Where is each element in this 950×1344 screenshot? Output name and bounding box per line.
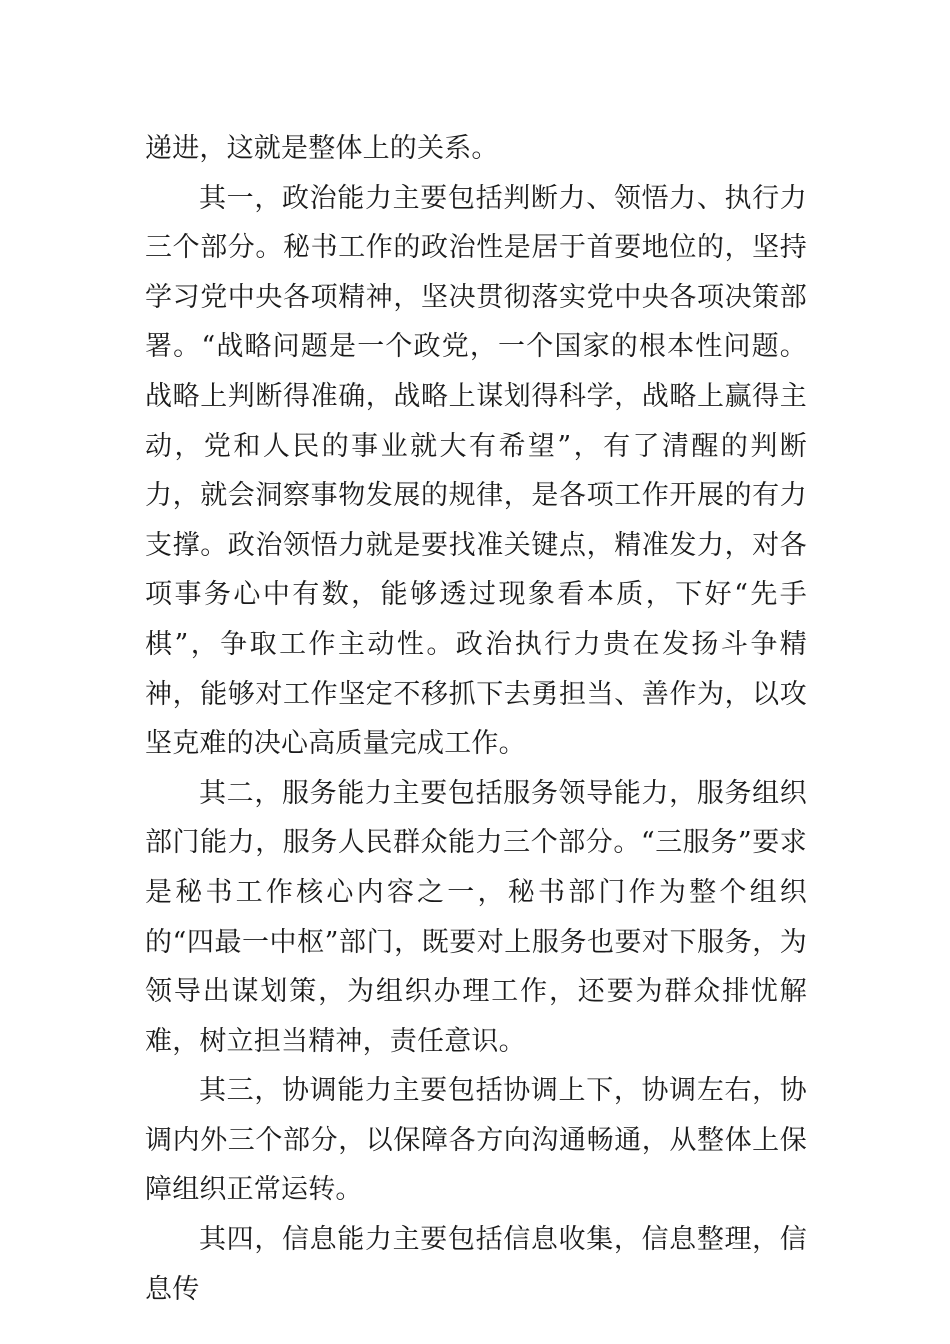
body-text — [145, 124, 807, 1314]
paragraph-information-ability: 其四，信息能力主要包括信息收集，信息整理，信息传 — [145, 1224, 807, 1305]
paragraph-service-ability: 其二，服务能力主要包括服务领导能力，服务组织部门能力，服务人民群众能力三个部分。“三服务”要求是秘书工作核心内容之一，秘书部门作为整个组织的“四最一中枢”部门，既要对上服务也要对下服务，为领导出谋划策，为组织办理工作，还要为群众排忧解难，树立担当精神，责任意识。 — [145, 777, 807, 1057]
paragraph-political-ability: 其一，政治能力主要包括判断力、领悟力、执行力三个部分。秘书工作的政治性是居于首要地位的，坚持学习党中央各项精神，坚决贯彻落实党中央各项决策部署。“战略问题是一个政党，一个国家的根本性问题。战略上判断得准确，战略上谋划得科学，战略上赢得主动，党和人民的事业就大有希望”，有了清醒的判断力，就会洞察事物发展的规律，是各项工作开展的有力支撑。政治领悟力就是要找准关键点，精准发力，对各项事务心中有数，能够透过现象看本质，下好“先手棋”，争取工作主动性。政治执行力贵在发扬斗争精神，能够对工作坚定不移抓下去勇担当、善作为，以攻坚克难的决心高质量完成工作。 — [145, 182, 807, 760]
paragraph-coordination-ability: 其三，协调能力主要包括协调上下，协调左右，协调内外三个部分，以保障各方向沟通畅通，从整体上保障组织正常运转。 — [145, 1075, 807, 1206]
paragraph-continuation: 递进，这就是整体上的关系。 — [145, 133, 499, 164]
